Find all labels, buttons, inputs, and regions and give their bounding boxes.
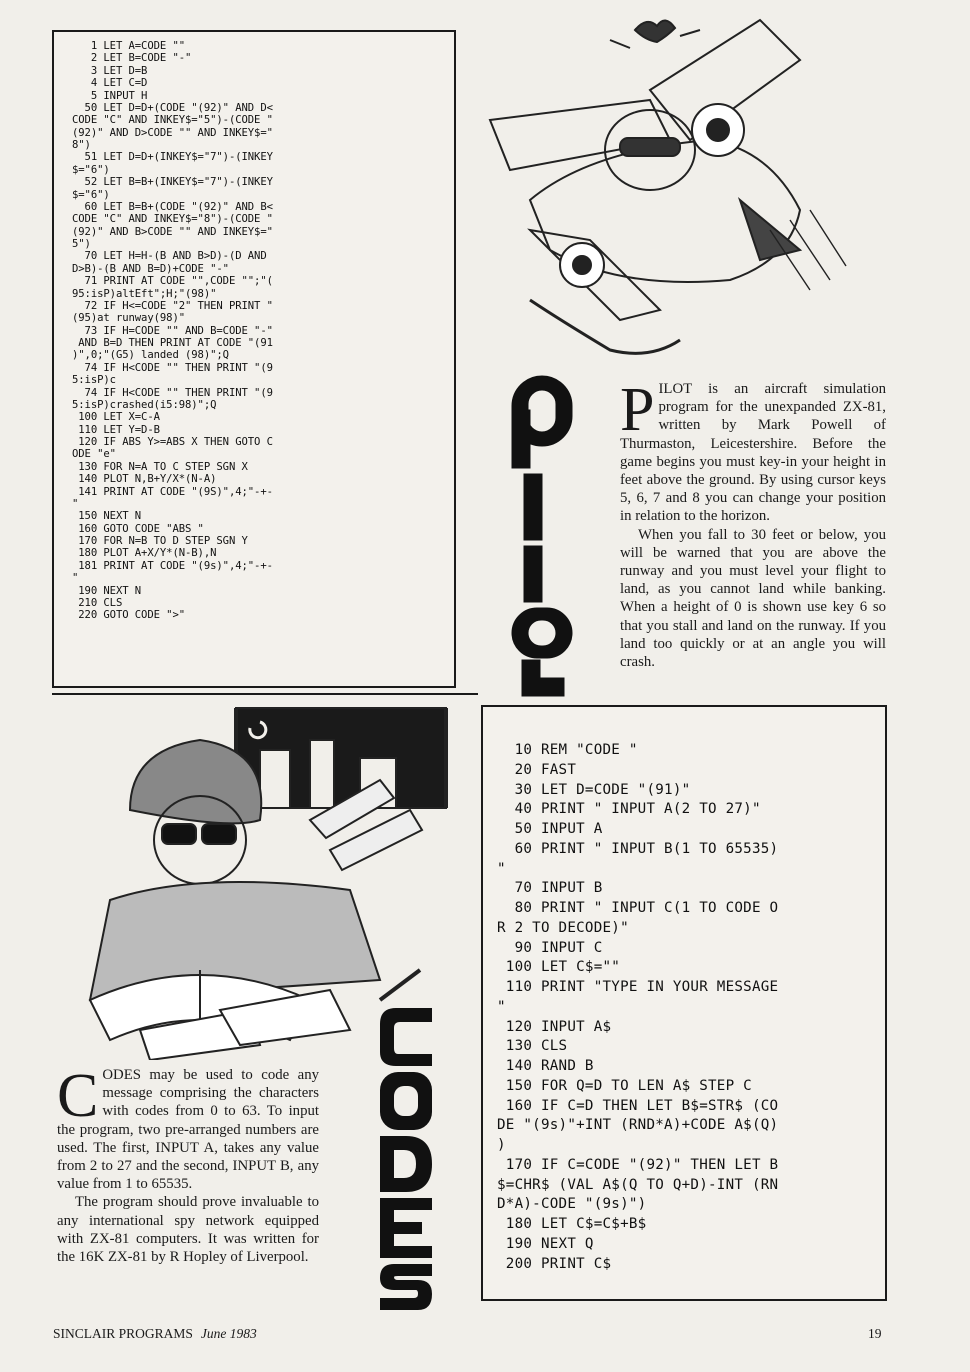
- pilot-paragraph-1: [620, 376, 886, 526]
- footer-page-number: 19: [868, 1326, 882, 1341]
- footer-magazine-name: SINCLAIR PROGRAMS: [53, 1326, 193, 1341]
- pilot-program-listing: [52, 30, 456, 688]
- codes-paragraph-1-text: ODES may be used to code any message comprising the characters with codes from 0 to 63. To input the program, two pre-arranged numbers are used. The first, INPUT A, takes any value from 2 to 27 and the second, INPUT B, any value from 1 to 65535.: [57, 1067, 319, 1193]
- codes-article: [57, 1062, 319, 1266]
- pilot-paragraph-1-text: ILOT is an aircraft simulation program for the unexpanded ZX-81, written by Mark Powell of Thurmaston, Leicestershire. Before the game begins you must key-in your height in feet above the ground. By using cursor keys 5, 6, 7 and 8 you can change your position in relation to the horizon.: [620, 381, 886, 525]
- pilot-dropcap: P: [620, 376, 655, 444]
- footer-issue-date: June 1983: [200, 1326, 257, 1341]
- codes-paragraph-1: [57, 1062, 319, 1193]
- codes-program-listing: [481, 705, 887, 1301]
- pilot-paragraph-2: When you fall to 30 feet or below, you will be warned that you are above the runway and you must level your flight to land, as you cannot land while banking. When a height of 0 is shown use key 6 so that you stall and land on the runway. If you land too quickly or at an angle you will crash.: [620, 526, 886, 671]
- codes-title-letters: [372, 1000, 440, 1312]
- pilot-article: [620, 376, 886, 671]
- pilot-title-letters: [494, 370, 612, 698]
- codes-title-graphic: [372, 1000, 440, 1312]
- section-divider: [52, 693, 478, 695]
- plane-drawing: [470, 0, 950, 368]
- codes-code-text: 10 REM "CODE " 20 FAST 30 LET D=CODE "(91)" 40 PRINT " INPUT A(2 TO 27)" 50 INPUT A 60 PRINT " INPUT B(1 TO 65535) " 70 INPUT B 80 PRINT " INPUT C(1 TO CODE O R 2 TO DECODE)" 90 INPUT C 100 LET C$="" 110 PRINT "TYPE IN YOUR MESSAGE " 120 INPUT A$ 130 CLS 140 RAND B 150 FOR Q=D TO LEN A$ STEP C 160 IF C=D THEN LET B$=STR$ (CO DE "(9s)"+INT (RND*A)+CODE A$(Q) ) 170 IF C=CODE "(92)" THEN LET B $=CHR$ (VAL A$(Q TO Q+D)-INT (RN D*A)-CODE "(9s)") 180 LET C$=C$+B$ 190 NEXT Q 200 PRINT C$: [497, 742, 779, 1272]
- pilot-code-text: 1 LET A=CODE "" 2 LET B=CODE "-" 3 LET D=B 4 LET C=D 5 INPUT H 50 LET D=D+(CODE "(92)" AND D< CODE "C" AND INKEY$="5")-(CODE " (92)" AND D>CODE "" AND INKEY$=" 8") 51 LET D=D+(INKEY$="7")-(INKEY $="6") 52 LET B=B+(INKEY$="7")-(INKEY $="6") 60 LET B=B+(CODE "(92)" AND B< CODE "C" AND INKEY$="8")-(CODE " (92)" AND B>CODE "" AND INKEY$=" 5") 70 LET H=H-(B AND B>D)-(D AND D>B)-(B AND B=D)+CODE "-" 71 PRINT AT CODE "",CODE "";"( 95:isP)altEft";H;"(98)" 72 IF H<=CODE "2" THEN PRINT " (95)at runway(98)" 73 IF H=CODE "" AND B=CODE "-" AND B=D THEN PRINT AT CODE "(91 )",0;"(G5) landed (98)";Q 74 IF H<CODE "" THEN PRINT "(9 5:isP)c 74 IF H<CODE "" THEN PRINT "(9 5:isP)crashed(i5:98)";Q 100 LET X=C-A 110 LET Y=D-B 120 IF ABS Y>=ABS X THEN GOTO C ODE "e" 130 FOR N=A TO C STEP SGN X 140 PLOT N,B+Y/X*(N-A) 141 PRINT AT CODE "(9S)",4;"-+- " 150 NEXT N 160 GOTO CODE "ABS " 170 FOR N=B TO D STEP SGN Y 180 PLOT A+X/Y*(N-B),N 181 PRINT AT CODE "(9s)",4;"-+- " 190 NEXT N 210 CLS 220 GOTO CODE ">": [72, 40, 273, 622]
- codes-paragraph-2: The program should prove invaluable to any international spy network equipped with ZX-81 computers. It was written for the 16K ZX-81 by R Hopley of Liverpool.: [57, 1194, 319, 1266]
- pilot-title-graphic: [494, 370, 612, 698]
- plane-illustration: [470, 0, 950, 368]
- footer-magazine-info: [53, 1326, 257, 1342]
- codes-dropcap: C: [57, 1062, 99, 1130]
